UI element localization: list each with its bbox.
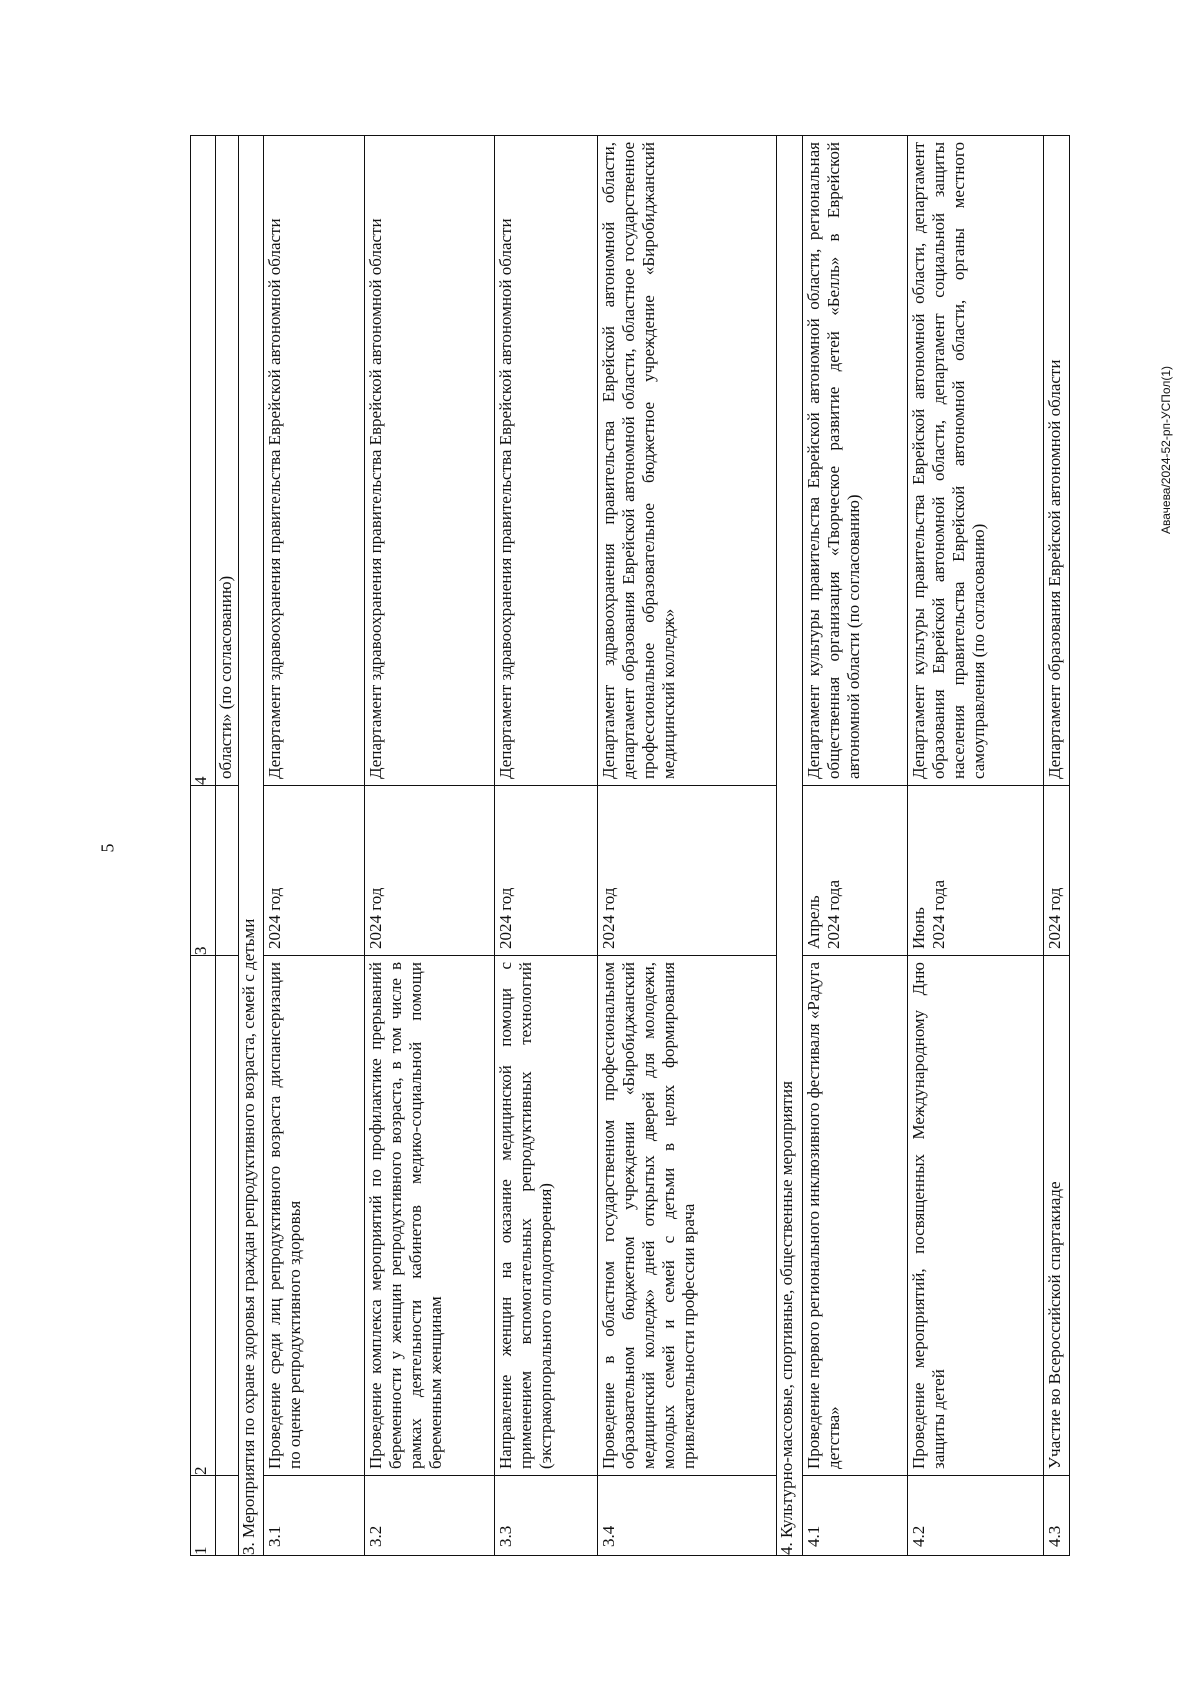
row-date — [907, 786, 1043, 956]
row-date: 2024 год — [365, 786, 494, 956]
table-header-row — [191, 136, 216, 1556]
column-header-4: 4 — [191, 136, 216, 786]
row-event: Проведение в областном государственном профессиональном образовательном бюджетном учреждении «Биробиджанский медицинский колледж» дней открытых дверей для молодежи, молодых семей и семей с детьми в целях формирования привлекательности профессии врача — [597, 956, 777, 1476]
row-date: 2024 год — [597, 786, 777, 956]
column-header-3: 3 — [191, 786, 216, 956]
row-date: 2024 год — [494, 786, 597, 956]
row-date-month: Июнь — [908, 907, 928, 949]
events-table — [190, 135, 1070, 1556]
table-row — [494, 136, 597, 1556]
row-event: Участие во Всероссийской спартакиаде — [1043, 956, 1069, 1476]
row-responsible: Департамент здравоохранения правительства Еврейской автономной области — [494, 136, 597, 786]
row-event: Проведение среди лиц репродуктивного возраста диспансеризации по оценке репродуктивного здоровья — [264, 956, 365, 1476]
section-title: 3. Мероприятия по охране здоровья граждан репродуктивного возраста, семей с детьми — [239, 136, 264, 1556]
carryover-cell-responsible: области» (по согласованию) — [216, 136, 239, 786]
row-date-year: 2024 года — [928, 879, 948, 949]
row-responsible: Департамент здравоохранения правительства Еврейской автономной области, департамент образования Еврейской автономной области, областное государственное профессиональное образовательное бюджетное учреждение «Биробиджанский медицинский колледж» — [597, 136, 777, 786]
row-number: 3.1 — [264, 1476, 365, 1556]
row-date: 2024 год — [1043, 786, 1069, 956]
row-date-month: Апрель — [803, 895, 823, 949]
carryover-cell-num — [216, 1476, 239, 1556]
row-event: Проведение первого регионального инклюзивного фестиваля «Радуга детства» — [802, 956, 907, 1476]
row-number: 4.1 — [802, 1476, 907, 1556]
row-number: 3.4 — [597, 1476, 777, 1556]
page-number: 5 — [97, 843, 118, 853]
row-responsible: Департамент здравоохранения правительства Еврейской автономной области — [264, 136, 365, 786]
table-row — [264, 136, 365, 1556]
row-date-year: 2024 года — [823, 879, 843, 949]
table-row — [907, 136, 1043, 1556]
section-row — [777, 136, 802, 1556]
landscape-table-wrapper — [190, 136, 1070, 1556]
column-header-2: 2 — [191, 956, 216, 1476]
table-row — [597, 136, 777, 1556]
row-responsible: Департамент культуры правительства Еврейской автономной области, департамент образования Еврейской автономной области, департамент социальной защиты населения правительства Еврейской автономной области, органы местного самоуправления (по согласованию) — [907, 136, 1043, 786]
row-event: Направление женщин на оказание медицинской помощи с применением вспомогательных репродуктивных технологий (экстракорпорального оплодотворения) — [494, 956, 597, 1476]
row-number: 4.3 — [1043, 1476, 1069, 1556]
table-row — [365, 136, 494, 1556]
section-row — [239, 136, 264, 1556]
row-date: 2024 год — [264, 786, 365, 956]
row-responsible: Департамент культуры правительства Еврейской автономной области, региональная общественная организация «Творческое развитие детей «Белль» в Еврейской автономной области (по согласованию) — [802, 136, 907, 786]
row-responsible: Департамент здравоохранения правительства Еврейской автономной области — [365, 136, 494, 786]
document-code: Авачева/2024-52-рп-УСПол(1) — [1159, 365, 1173, 535]
carryover-cell-date — [216, 786, 239, 956]
row-date — [802, 786, 907, 956]
row-number: 4.2 — [907, 1476, 1043, 1556]
row-number: 3.3 — [494, 1476, 597, 1556]
carryover-cell-event — [216, 956, 239, 1476]
row-number: 3.2 — [365, 1476, 494, 1556]
row-event: Проведение комплекса мероприятий по профилактике прерываний беременности у женщин репродуктивного возраста, в том числе в рамках деятельности кабинетов медико-социальной помощи беременным женщинам — [365, 956, 494, 1476]
carryover-row — [216, 136, 239, 1556]
table-row — [802, 136, 907, 1556]
row-event: Проведение мероприятий, посвященных Международному Дню защиты детей — [907, 956, 1043, 1476]
row-responsible: Департамент образования Еврейской автономной области — [1043, 136, 1069, 786]
column-header-1: 1 — [191, 1476, 216, 1556]
table-row — [1043, 136, 1069, 1556]
section-title: 4. Культурно-массовые, спортивные, общественные мероприятия — [777, 136, 802, 1556]
